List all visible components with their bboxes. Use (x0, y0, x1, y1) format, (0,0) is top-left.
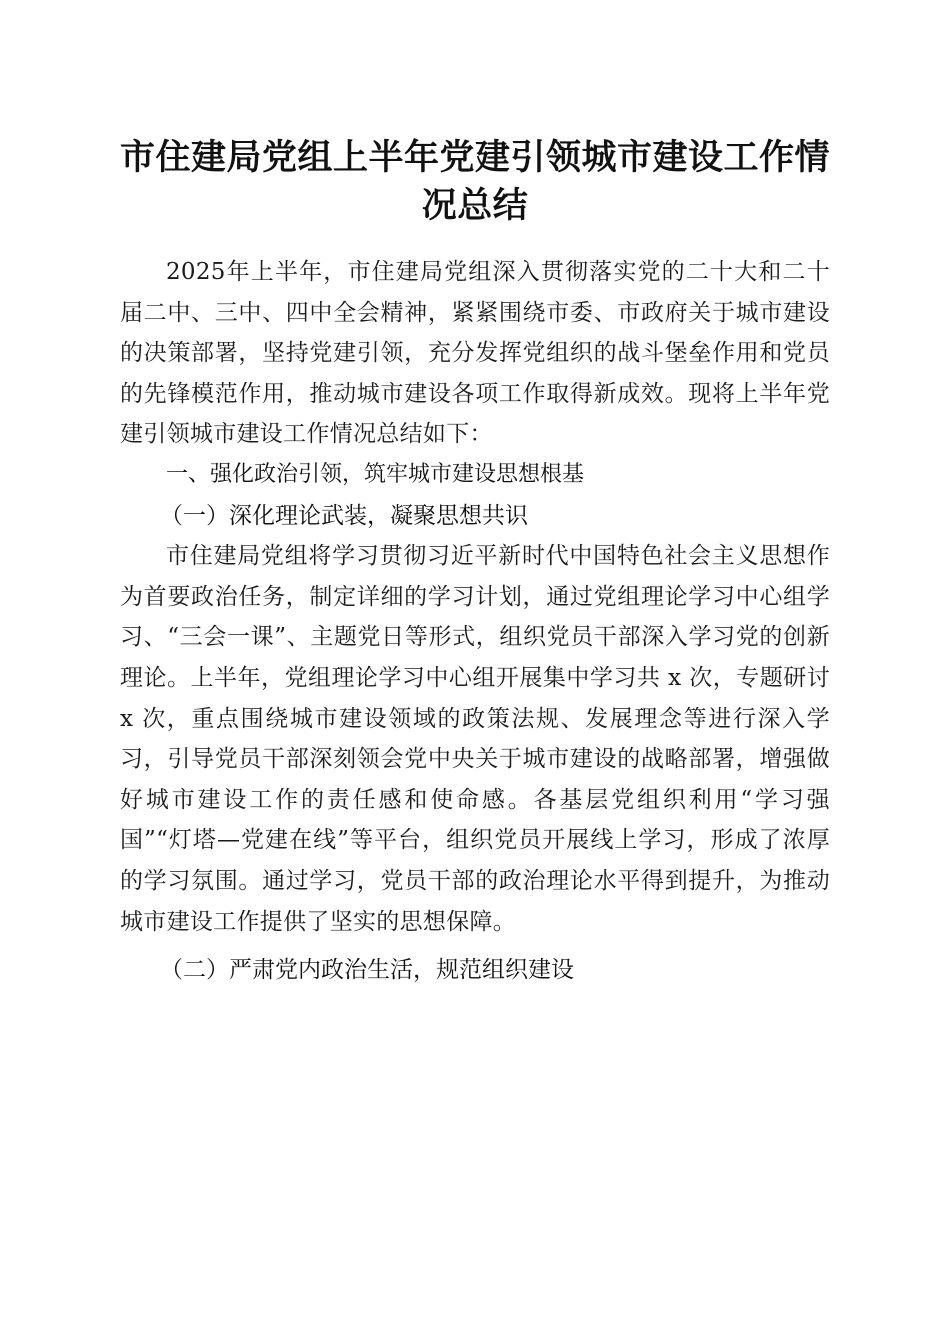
title-line-2: 况总结 (421, 185, 529, 226)
document-body (120, 252, 830, 991)
subsection-1-paragraph: 市住建局党组将学习贯彻习近平新时代中国特色社会主义思想作为首要政治任务，制定详细的学习计划，通过党组理论学习中心组学习、“三会一课”、主题党日等形式，组织党员干部深入学习党的创新理论。上半年，党组理论学习中心组开展集中学习共 x 次，专题研讨 x 次，重点围绕城市建设领域的政策法规、发展理念等进行深入学习，引导党员干部深刻领会党中央关于城市建设的战略部署，增强做好城市建设工作的责任感和使命感。各基层党组织利用“学习强国”“灯塔—党建在线”等平台，组织党员开展线上学习，形成了浓厚的学习氛围。通过学习，党员干部的政治理论水平得到提升，为推动城市建设工作提供了坚实的思想保障。 (120, 543, 830, 935)
subsection-heading-1: （一）深化理论武装，凝聚思想共识 (160, 502, 528, 529)
section-heading-1: 一、强化政治引领，筑牢城市建设思想根基 (166, 461, 585, 487)
document-title (110, 134, 840, 230)
title-line-1: 市住建局党组上半年党建引领城市建设工作情 (119, 137, 830, 178)
intro-paragraph: 2025年上半年，市住建局党组深入贯彻落实党的二十大和二十届二中、三中、四中全会精神，紧紧围绕市委、市政府关于城市建设的决策部署，坚持党建引领，充分发挥党组织的战斗堡垒作用和党员的先锋模范作用，推动城市建设各项工作取得新成效。现将上半年党建引领城市建设工作情况总结如下： (120, 259, 830, 448)
subsection-heading-2: （二）严肃党内政治生活，规范组织建设 (160, 957, 574, 984)
